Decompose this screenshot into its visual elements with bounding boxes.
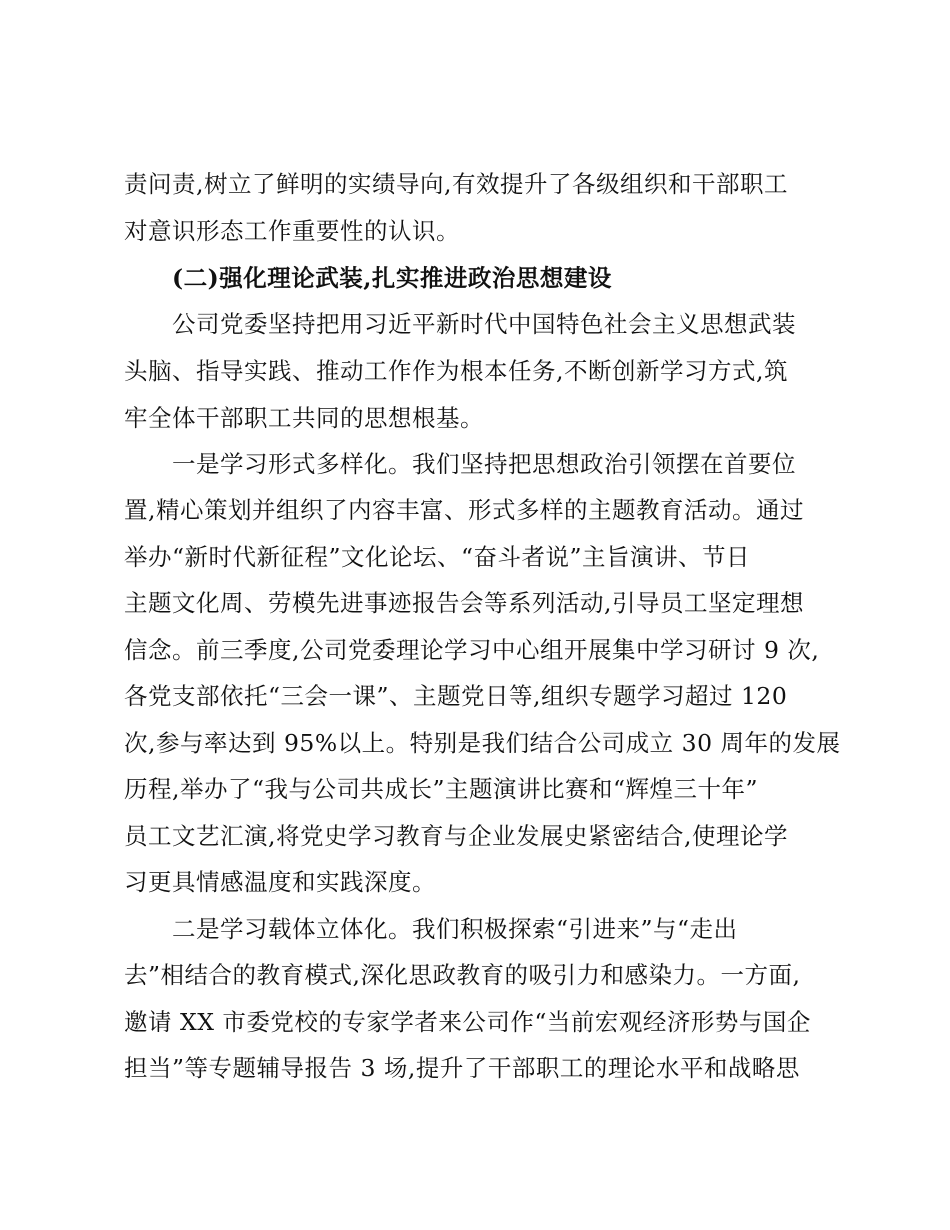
body-line: 责问责,树立了鲜明的实绩导向,有效提升了各级组织和干部职工	[124, 170, 788, 198]
body-line: 邀请 XX 市委党校的专家学者来公司作“当前宏观经济形势与国企	[124, 1008, 811, 1036]
body-line: 置,精心策划并组织了内容丰富、形式多样的主题教育活动。通过	[124, 496, 804, 524]
body-line: 头脑、指导实践、推动工作作为根本任务,不断创新学习方式,筑	[124, 357, 788, 385]
body-line: 举办“新时代新征程”文化论坛、“奋斗者说”主旨演讲、节日	[124, 543, 751, 571]
body-line: 历程,举办了“我与公司共成长”主题演讲比赛和“辉煌三十年”	[124, 775, 759, 803]
body-line: 主题文化周、劳模先进事迹报告会等系列活动,引导员工坚定理想	[124, 589, 804, 617]
paragraph-first-line: 公司党委坚持把用习近平新时代中国特色社会主义思想武装	[172, 310, 796, 338]
body-line: 担当”等专题辅导报告 3 场,提升了干部职工的理论水平和战略思	[124, 1054, 800, 1082]
body-line: 信念。前三季度,公司党委理论学习中心组开展集中学习研讨 9 次,	[124, 636, 820, 664]
body-line: 对意识形态工作重要性的认识。	[124, 217, 460, 245]
body-line: 次,参与率达到 95%以上。特别是我们结合公司成立 30 周年的发展	[124, 729, 841, 757]
body-line: 员工文艺汇演,将党史学习教育与企业发展史紧密结合,使理论学	[124, 822, 788, 850]
body-line: 牢全体干部职工共同的思想根基。	[124, 404, 484, 432]
body-line: 习更具情感温度和实践深度。	[124, 868, 436, 896]
body-line: 去”相结合的教育模式,深化思政教育的吸引力和感染力。一方面,	[124, 961, 801, 989]
paragraph-first-line: 二是学习载体立体化。我们积极探索“引进来”与“走出	[172, 915, 738, 943]
paragraph-first-line: 一是学习形式多样化。我们坚持把思想政治引领摆在首要位	[172, 450, 796, 478]
body-line: 各党支部依托“三会一课”、主题党日等,组织专题学习超过 120	[124, 682, 788, 710]
section-heading: (二)强化理论武装,扎实推进政治思想建设	[172, 264, 612, 292]
